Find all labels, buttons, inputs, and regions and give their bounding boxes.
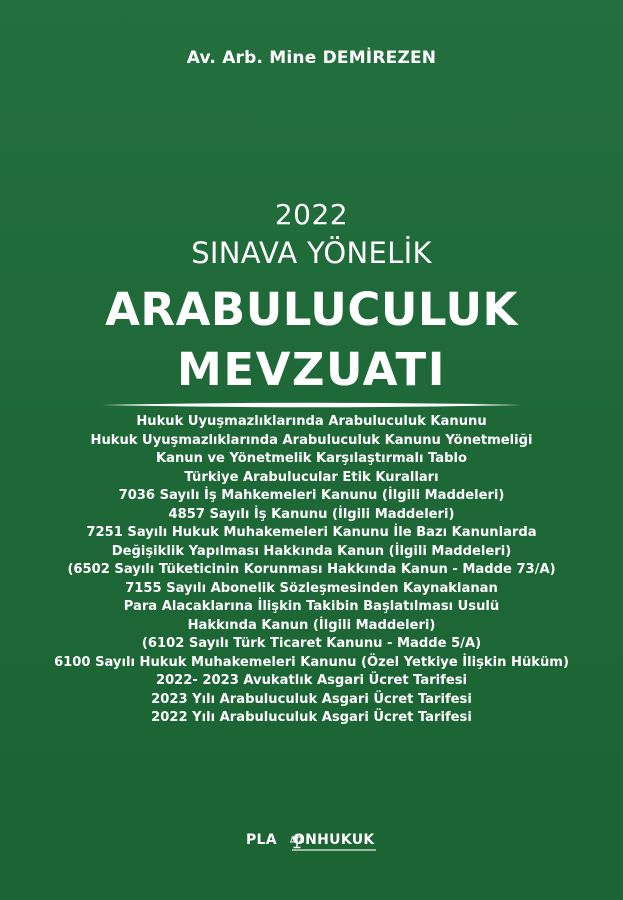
publisher-underline <box>292 849 376 851</box>
title-divider <box>102 402 522 408</box>
contents-item: 7155 Sayılı Abonelik Sözleşmesinden Kaynaklanan <box>125 580 498 596</box>
edition-year: 2022 <box>274 198 349 231</box>
contents-item: (6502 Sayılı Tüketicinin Korunması Hakkında Kanun - Madde 73/A) <box>67 562 556 577</box>
contents-item: 2022- 2023 Avukatlık Asgari Ücret Tarifesi <box>155 673 468 688</box>
contents-item: 7036 Sayılı İş Mahkemeleri Kanunu (İlgili Maddeleri) <box>118 488 505 503</box>
contents-list <box>0 413 623 728</box>
contents-item: Türkiye Arabulucular Etik Kuralları <box>184 469 439 485</box>
contents-item: 2023 Yılı Arabuluculuk Asgari Ücret Tarifesi <box>151 691 472 707</box>
publisher-logo <box>246 832 386 856</box>
publisher-name-left: PLA <box>246 832 277 848</box>
contents-item: (6102 Sayılı Türk Ticaret Kanunu - Madde 5/A) <box>141 636 482 651</box>
subtitle: SINAVA YÖNELİK <box>191 236 432 270</box>
author-name: Av. Arb. Mine DEMİREZEN <box>186 48 437 68</box>
contents-item: 6100 Sayılı Hukuk Muhakemeleri Kanunu (Özel Yetkiye İlişkin Hüküm) <box>54 654 569 670</box>
publisher-name-right: ONHUKUK <box>292 832 375 848</box>
contents-item: 2022 Yılı Arabuluculuk Asgari Ücret Tarifesi <box>151 710 472 725</box>
contents-item: Hukuk Uyuşmazlıklarında Arabuluculuk Kanunu <box>136 414 487 429</box>
contents-item: Para Alacaklarına İlişkin Takibin Başlatılması Usulü <box>123 599 500 614</box>
contents-item: Hakkında Kanun (İlgili Maddeleri) <box>187 617 436 633</box>
publisher-name <box>246 832 375 848</box>
contents-item: 7251 Sayılı Hukuk Muhakemeleri Kanunu İle Bazı Kanunlarda <box>86 525 537 540</box>
contents-item: Değişiklik Yapılması Hakkında Kanun (İlgili Maddeleri) <box>111 543 512 559</box>
contents-item: 4857 Sayılı İş Kanunu (İlgili Maddeleri) <box>168 506 455 522</box>
scales-of-justice-icon <box>290 833 304 849</box>
title-line-1: ARABULUCULUK <box>105 283 518 336</box>
title-line-2: MEVZUATI <box>177 343 446 396</box>
contents-item: Kanun ve Yönetmelik Karşılaştırmalı Tablo <box>156 451 467 466</box>
contents-item: Hukuk Uyuşmazlıklarında Arabuluculuk Kanunu Yönetmeliği <box>90 432 533 448</box>
